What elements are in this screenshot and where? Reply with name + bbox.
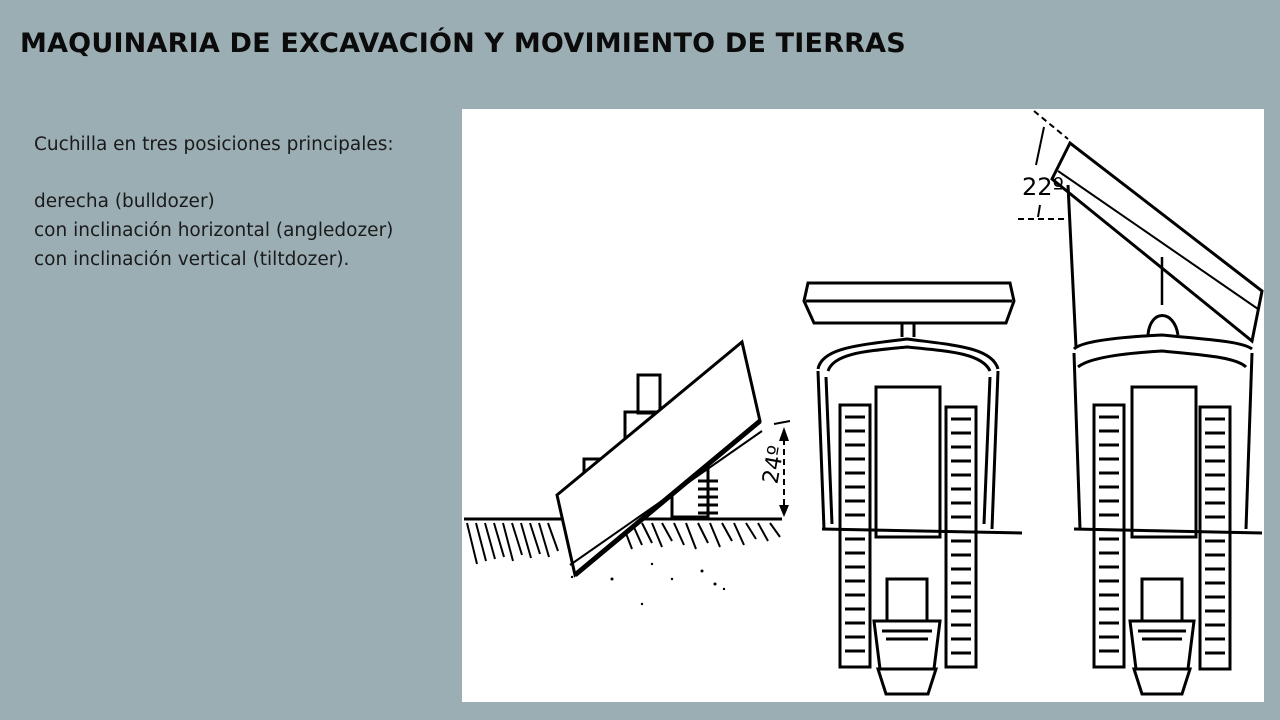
blade-positions-text	[34, 130, 394, 274]
slide-title: MAQUINARIA DE EXCAVACIÓN Y MOVIMIENTO DE TIERRAS	[20, 28, 906, 59]
side-view-dozer	[464, 342, 790, 605]
angle-label-22: 22º	[1022, 173, 1064, 201]
front-view-bulldozer	[804, 283, 1022, 669]
dozer-blade-diagram	[462, 109, 1264, 702]
position-tiltdozer: con inclinación vertical (tiltdozer).	[34, 249, 350, 270]
position-angledozer: con inclinación horizontal (angledozer)	[34, 220, 394, 241]
position-bulldozer: derecha (bulldozer)	[34, 191, 215, 212]
spacer	[34, 159, 394, 187]
rear-wheel-right	[1134, 669, 1190, 694]
intro-line: Cuchilla en tres posiciones principales:	[34, 134, 394, 155]
front-view-tiltdozer	[1052, 143, 1262, 669]
angle-label-24: 24º	[758, 443, 790, 486]
rear-wheel-middle	[878, 669, 936, 694]
